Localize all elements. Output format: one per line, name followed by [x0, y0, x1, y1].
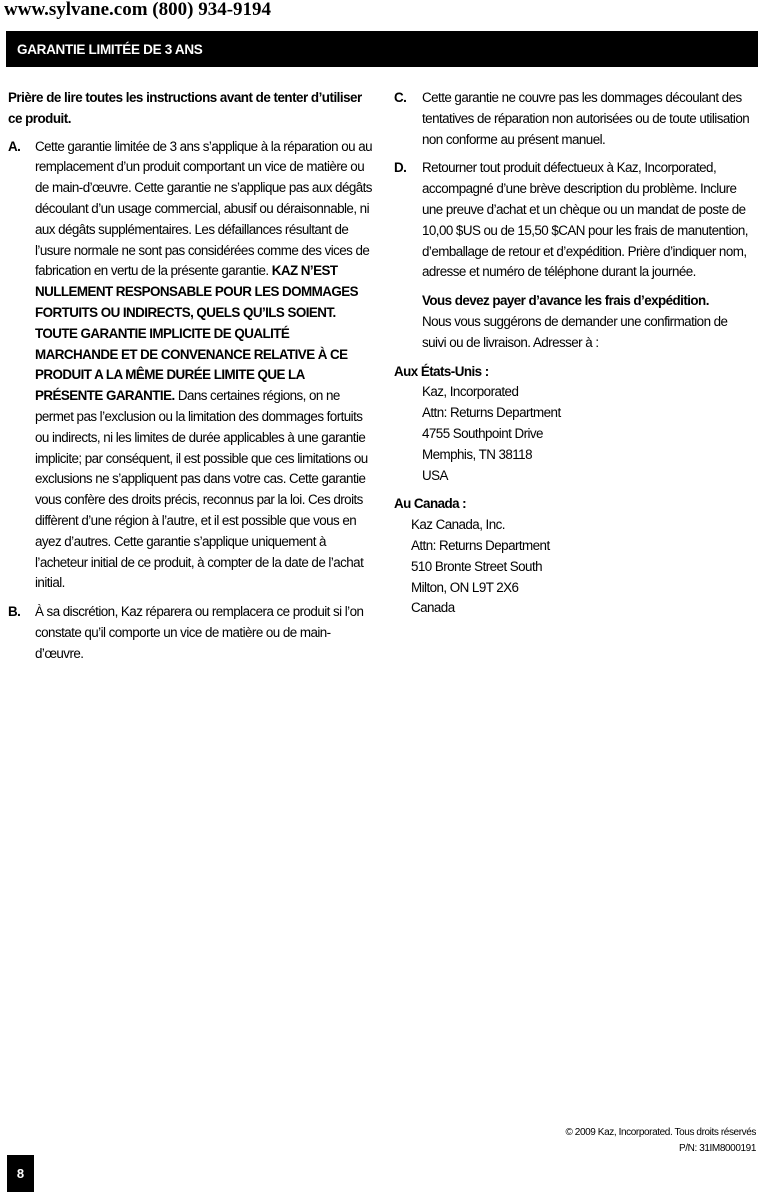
- copyright-text: © 2009 Kaz, Incorporated. Tous droits réservés: [565, 1127, 756, 1138]
- section-a-body: [35, 137, 374, 595]
- part-number: P/N: 31IM8000191: [679, 1143, 756, 1154]
- section-d-letter: D.: [394, 160, 407, 176]
- us-address-line: Attn: Returns Department: [422, 405, 561, 421]
- us-address-line: Kaz, Incorporated: [422, 384, 519, 400]
- footer-copyright-block: [565, 1125, 756, 1157]
- section-a: [8, 137, 374, 595]
- us-address-line: Memphis, TN 38118: [422, 446, 532, 462]
- ca-address-line: Attn: Returns Department: [411, 537, 550, 553]
- ca-address-heading: Au Canada :: [394, 496, 467, 512]
- ca-address: [394, 515, 750, 619]
- us-address-line: USA: [422, 467, 448, 483]
- section-banner: [6, 31, 758, 67]
- section-c-letter: C.: [394, 90, 407, 105]
- shipping-note: [394, 291, 750, 353]
- section-c: [394, 88, 750, 150]
- section-d: [394, 158, 750, 283]
- page-number: 8: [7, 1155, 34, 1192]
- shipping-bold: Vous devez payer d’avance les frais d’expédition.: [422, 293, 709, 309]
- section-c-text: Cette garantie ne couvre pas les dommages découlant des tentatives de réparation non autorisées ou de toute utilisation non conforme au présent manuel.: [422, 90, 750, 147]
- left-column: [8, 88, 374, 673]
- section-a-letter: A.: [8, 138, 21, 154]
- section-d-text: Retourner tout produit défectueux à Kaz, Incorporated, accompagné d’une brève description du problème. Inclure une preuve d’achat et un chèque ou un mandat de poste de 10,00 $US ou de 15,50 $CAN pour les frais de manutention, d’emballage de retour et d’expédition. Prière d’indiquer nom, adresse et numéro de téléphone durant la journée.: [422, 160, 748, 280]
- section-a-text2: Dans certaines régions, on ne permet pas l’exclusion ou la limitation des dommages fortuits ou indirects, ni les limites de durée applicables à une garantie implicite; par conséquent, il est possible que ces limitations ou exclusions ne s’appliquent pas dans votre cas. Cette garantie vous confère des droits précis, reconnus par la loi. Ces droits diffèrent d’une région à l’autre, et il est possible que vous en ayez d’autres. Cette garantie s’applique uniquement à l’acheteur initial de ce produit, à compter de la date de l’achat initial.: [35, 388, 368, 591]
- banner-title: GARANTIE LIMITÉE DE 3 ANS: [17, 42, 203, 57]
- us-address-line: 4755 Southpoint Drive: [422, 425, 543, 441]
- right-column: [394, 88, 750, 627]
- section-b-text: À sa discrétion, Kaz réparera ou remplacera ce produit si l’on constate qu’il comporte un vice de matière ou de main-d’œuvre.: [35, 604, 364, 661]
- section-a-text1: Cette garantie limitée de 3 ans s’applique à la réparation ou au remplacement d’un produit comportant un vice de matière ou de main-d’œuvre. Cette garantie ne s’applique pas aux dégâts découlant d’un usage commercial, abusif ou déraisonnable, ni aux dégâts supplémentaires. Les défaillances résultant de l’usure normale ne sont pas considérées comme des vices de fabrication en vertu de la présente garantie.: [35, 138, 373, 279]
- header-contact: www.sylvane.com (800) 934-9194: [4, 0, 272, 20]
- ca-address-line: Milton, ON L9T 2X6: [411, 579, 519, 595]
- ca-address-line: 510 Bronte Street South: [411, 558, 543, 574]
- section-b-letter: B.: [8, 604, 21, 620]
- ca-address-line: Canada: [411, 600, 455, 616]
- us-address-heading: Aux États-Unis :: [394, 363, 489, 379]
- intro-text: Prière de lire toutes les instructions avant de tenter d’utiliser ce produit.: [8, 90, 362, 126]
- section-a-disclaimer: KAZ N’EST NULLEMENT RESPONSABLE POUR LES DOMMAGES FORTUITS OU INDIRECTS, QUELS QU’ILS SOIENT. TOUTE GARANTIE IMPLICITE DE QUALITÉ MARCHANDE ET DE CONVENANCE RELATIVE À CE PRODUIT A LA MÊME DURÉE LIMITE QUE LA PRÉSENTE GARANTIE.: [35, 263, 359, 404]
- us-address: [394, 382, 750, 486]
- ca-address-line: Kaz Canada, Inc.: [411, 517, 505, 533]
- section-b: [8, 602, 374, 664]
- shipping-text: Nous vous suggérons de demander une confirmation de suivi ou de livraison. Adresser à :: [422, 313, 728, 350]
